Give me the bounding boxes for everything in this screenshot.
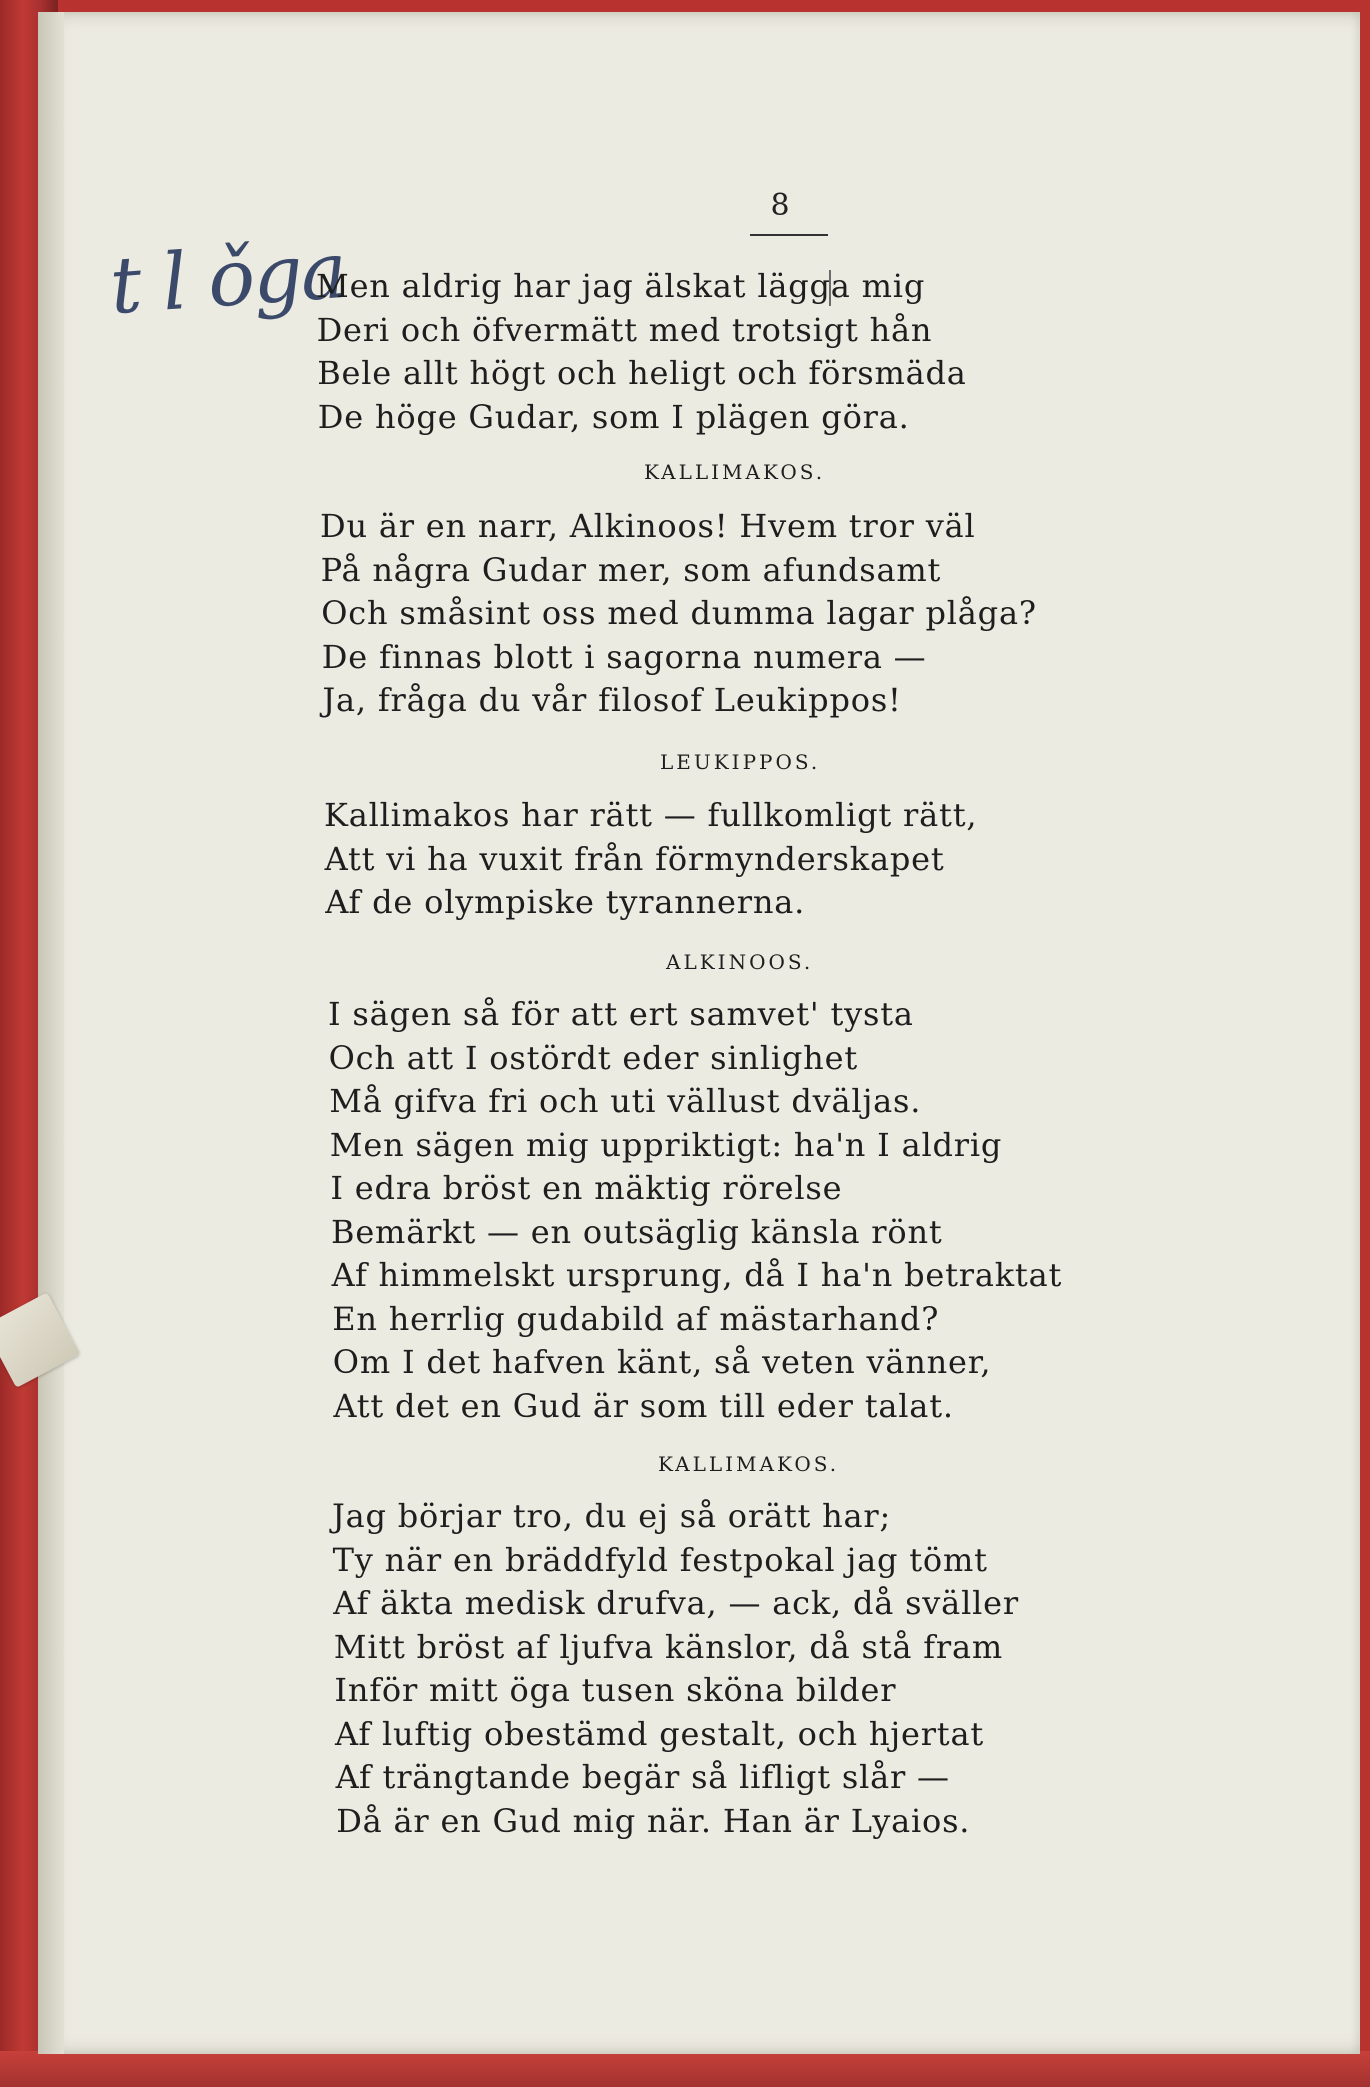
speaker-name: KALLIMAKOS. [644,460,826,484]
verse-line: Kallimakos har rätt — fullkomligt rätt, [324,796,978,834]
verse-line: Af luftig obestämd gestalt, och hjertat [335,1714,984,1753]
speaker-name: LEUKIPPOS. [660,750,821,774]
verse-line: Bemärkt — en outsäglig känsla rönt [331,1212,943,1251]
verse-line: I edra bröst en mäktig rörelse [330,1169,843,1207]
verse-line: Men aldrig har jag älskat lägga mig [316,267,926,305]
handwritten-margin-annotation: t l ǒga [107,225,349,333]
page-number-rule [750,234,828,236]
verse-line: De höge Gudar, som I plägen göra. [317,397,910,436]
verse-line: Och att I ostördt eder sinlighet [328,1038,858,1077]
verse-line: Må gifva fri och uti vällust dväljas. [329,1082,922,1120]
verse-line: Då är en Gud mig när. Han är Lyaios. [336,1801,971,1840]
verse-line: Ty när en bräddfyld festpokal jag tömt [332,1540,988,1579]
verse-line: Jag börjar tro, du ej så orätt har; [332,1497,892,1535]
verse-line: Af himmelskt ursprung, då I ha'n betraktat [331,1256,1063,1294]
verse-line: Af de olympiske tyrannerna. [325,883,806,921]
verse-line: Men sägen mig uppriktigt: ha'n I aldrig [329,1125,1003,1164]
verse-line: Deri och öfvermätt med trotsigt hån [316,310,933,349]
book-page [38,12,1360,2054]
book-cover-bottom-edge [0,2051,1370,2087]
verse-line: Och småsint oss med dumma lagar plåga? [321,594,1037,632]
verse-line: Af äkta medisk drufva, — ack, då sväller [333,1584,1019,1622]
speaker-name: ALKINOOS. [666,950,814,974]
verse-line: Att vi ha vuxit från förmynderskapet [324,839,945,878]
speaker-name: KALLIMAKOS. [658,1452,840,1476]
page-gutter [38,12,64,2054]
verse-line: Du är en narr, Alkinoos! Hvem tror väl [320,507,976,545]
verse-line: Inför mitt öga tusen sköna bilder [334,1671,897,1709]
verse-line: Bele allt högt och heligt och försmäda [317,354,967,392]
verse-line: Ja, fråga du vår filosof Leukippos! [322,681,902,719]
verse-line: På några Gudar mer, som afundsamt [320,550,942,589]
verse-line: Om I det hafven känt, så veten vänner, [332,1343,992,1381]
verse-line: Af trängtande begär så lifligt slår — [335,1758,950,1796]
page-number: 8 [770,188,790,223]
verse-line: I sägen så för att ert samvet' tysta [328,995,914,1033]
verse-line: Att det en Gud är som till eder talat. [333,1386,954,1425]
verse-line: De finnas blott i sagorna numera — [321,637,927,676]
verse-line: Mitt bröst af ljufva känslor, då stå fram [333,1627,1003,1666]
verse-line: En herrlig gudabild af mästarhand? [332,1299,940,1338]
